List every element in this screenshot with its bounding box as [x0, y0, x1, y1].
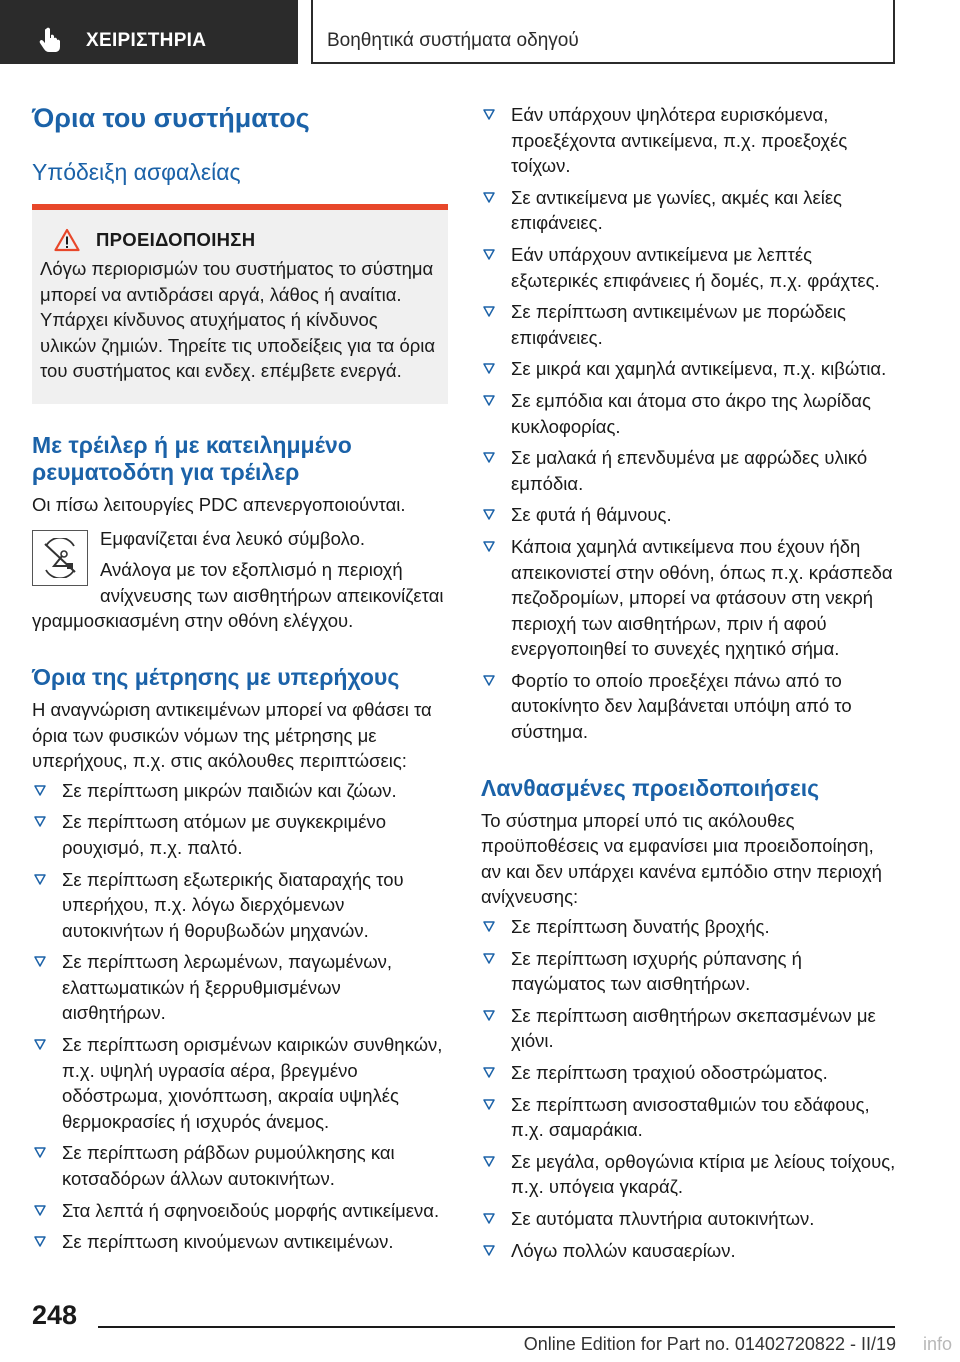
- trailer-heading: Με τρέιλερ ή με κατειλημμένο ρευματοδότη για τρέιλερ: [32, 431, 352, 485]
- triangle-bullet-icon: [483, 1213, 495, 1225]
- ultrasonic-heading: Όρια της μέτρησης με υπερήχους: [32, 663, 400, 690]
- list-item: Εάν υπάρχουν ψηλότερα ευρισκόμενα, προεξέχοντα αντικείμενα, π.χ. προεξοχές τοίχων.: [481, 102, 897, 179]
- section-tab[interactable]: [0, 0, 298, 64]
- list-item: Σε εμπόδια και άτομα στο άκρο της λωρίδας κυκλοφορίας.: [481, 388, 897, 439]
- triangle-bullet-icon: [483, 509, 495, 521]
- watermark-text: info: [922, 1334, 952, 1354]
- triangle-bullet-icon: [483, 953, 495, 965]
- triangle-bullet-icon: [34, 785, 46, 797]
- limits-list-continued: [481, 102, 897, 745]
- triangle-bullet-icon: [34, 816, 46, 828]
- breadcrumb-label: Βοηθητικά συστήματα οδηγού: [327, 30, 579, 51]
- triangle-bullet-icon: [483, 1067, 495, 1079]
- triangle-bullet-icon: [483, 541, 495, 553]
- list-item: Σε αντικείμενα με γωνίες, ακμές και λείες επιφάνειες.: [481, 185, 897, 236]
- list-item: Σε περίπτωση αισθητήρων σκεπασμένων με χιόνι.: [481, 1003, 897, 1054]
- triangle-bullet-icon: [483, 921, 495, 933]
- list-item: Σε περίπτωση ατόμων με συγκεκριμένο ρουχισμό, π.χ. παλτό.: [32, 809, 448, 860]
- list-item: Σε περίπτωση ράβδων ρυμούλκησης και κοτσαδόρων άλλων αυτοκινήτων.: [32, 1140, 448, 1191]
- safety-subtitle: Υπόδειξη ασφαλείας: [32, 159, 241, 185]
- warning-text: Λόγω περιορισμών του συστήματος το σύστημα μπορεί να αντιδράσει αργά, λάθος ή αναίτια. Υπάρχει κίνδυνος ατυχήματος ή κίνδυνος υλικών ζημιών. Τηρείτε τις υποδείξεις για τα όρια του συστήματος και ενδεχ. επέμβετε ενεργά.: [40, 258, 436, 382]
- list-item: Σε περίπτωση ορισμένων καιρικών συνθηκών, π.χ. υψηλή υγρασία αέρα, βρεγμένο οδόστρωμα, χιονόπτωση, ακραία υψηλές θερμοκρασίες ή ισχυρός άνεμος.: [32, 1032, 448, 1134]
- triangle-bullet-icon: [483, 249, 495, 261]
- trailer-paragraph-3: Ανάλογα με τον εξοπλισμό η περιοχή ανίχνευσης των αισθητήρων απεικονίζεται γραμμοσκιασμένη στην οθόνη ελέγχου.: [32, 559, 444, 632]
- triangle-bullet-icon: [483, 675, 495, 687]
- triangle-bullet-icon: [34, 1236, 46, 1248]
- triangle-bullet-icon: [483, 1010, 495, 1022]
- list-item: Κάποια χαμηλά αντικείμενα που έχουν ήδη απεικονιστεί στην οθόνη, όπως π.χ. κράσπεδα πεζοδρομίων, μπορεί να φτάσουν στη νεκρή περιοχή των αισθητήρων, πριν ή αφού ενεργοποιηθεί το συνεχές ηχητικό σήμα.: [481, 534, 897, 662]
- triangle-bullet-icon: [483, 1156, 495, 1168]
- list-item: Σε μαλακά ή επενδυμένα με αφρώδες υλικό εμπόδια.: [481, 445, 897, 496]
- warning-box: [32, 204, 448, 404]
- list-item: Σε αυτόματα πλυντήρια αυτοκινήτων.: [481, 1206, 897, 1232]
- triangle-bullet-icon: [34, 874, 46, 886]
- list-item: Σε περίπτωση δυνατής βροχής.: [481, 914, 897, 940]
- list-item: Σε περίπτωση αντικειμένων με πορώδεις επιφάνειες.: [481, 299, 897, 350]
- list-item: Σε περίπτωση κινούμενων αντικειμένων.: [32, 1229, 448, 1255]
- false-warnings-list: [481, 914, 897, 1263]
- list-item: Σε φυτά ή θάμνους.: [481, 502, 897, 528]
- triangle-bullet-icon: [483, 109, 495, 121]
- warning-triangle-icon: [54, 228, 80, 252]
- breadcrumb: [311, 0, 895, 64]
- left-column: [32, 100, 448, 1261]
- false-warnings-heading: Λανθασμένες προειδοποιήσεις: [481, 774, 820, 801]
- triangle-bullet-icon: [483, 395, 495, 407]
- list-item: Σε περίπτωση ανισοσταθμιών του εδάφους, π.χ. σαμαράκια.: [481, 1092, 897, 1143]
- warning-title: ΠΡΟΕΙΔΟΠΟΙΗΣΗ: [96, 229, 256, 250]
- list-item: Λόγω πολλών καυσαερίων.: [481, 1238, 897, 1264]
- edition-text: Online Edition for Part no. 01402720822 - II/19: [523, 1334, 896, 1354]
- trailer-symbol-icon: [32, 530, 88, 586]
- trailer-symbol-block: [32, 526, 448, 634]
- triangle-bullet-icon: [34, 1147, 46, 1159]
- footer-divider: [98, 1326, 895, 1328]
- list-item: Σε περίπτωση τραχιού οδοστρώματος.: [481, 1060, 897, 1086]
- list-item: Σε περίπτωση ισχυρής ρύπανσης ή παγώματος των αισθητήρων.: [481, 946, 897, 997]
- list-item: Στα λεπτά ή σφηνοειδούς μορφής αντικείμενα.: [32, 1198, 448, 1224]
- triangle-bullet-icon: [483, 306, 495, 318]
- triangle-bullet-icon: [34, 1039, 46, 1051]
- triangle-bullet-icon: [483, 363, 495, 375]
- list-item: Σε περίπτωση εξωτερικής διαταραχής του υπερήχου, π.χ. λόγω διερχόμενων αυτοκινήτων ή θορυβωδών μηχανών.: [32, 867, 448, 944]
- list-item: Φορτίο το οποίο προεξέχει πάνω από το αυτοκίνητο δεν λαμβάνεται υπόψη από το σύστημα.: [481, 668, 897, 745]
- triangle-bullet-icon: [483, 1245, 495, 1257]
- triangle-bullet-icon: [483, 452, 495, 464]
- ultrasonic-list: [32, 778, 448, 1255]
- section-tab-label: ΧΕΙΡΙΣΤΗΡΙΑ: [86, 30, 207, 51]
- right-column: [481, 102, 897, 1269]
- triangle-bullet-icon: [34, 1205, 46, 1217]
- triangle-bullet-icon: [483, 192, 495, 204]
- false-warnings-intro: Το σύστημα μπορεί υπό τις ακόλουθες προϋποθέσεις να εμφανίσει μια προειδοποίηση, αν και δεν υπάρχει κανένα εμπόδιο στην περιοχή ανίχνευσης:: [481, 809, 882, 908]
- page-number: 248: [32, 1300, 78, 1330]
- list-item: Σε περίπτωση μικρών παιδιών και ζώων.: [32, 778, 448, 804]
- list-item: Σε περίπτωση λερωμένων, παγωμένων, ελαττωματικών ή ξερρυθμισμένων αισθητήρων.: [32, 949, 448, 1026]
- trailer-paragraph-2: Εμφανίζεται ένα λευκό σύμβολο.: [100, 527, 366, 549]
- list-item: Εάν υπάρχουν αντικείμενα με λεπτές εξωτερικές επιφάνειες ή δομές, π.χ. φράχτες.: [481, 242, 897, 293]
- triangle-bullet-icon: [34, 956, 46, 968]
- ultrasonic-intro: Η αναγνώριση αντικειμένων μπορεί να φθάσει τα όρια των φυσικών νόμων της μέτρησης με υπερήχους, π.χ. στις ακόλουθες περιπτώσεις:: [32, 698, 432, 772]
- trailer-paragraph-1: Οι πίσω λειτουργίες PDC απενεργοποιούνται.: [32, 493, 406, 515]
- page-title: Όρια του συστήματος: [32, 103, 310, 133]
- triangle-bullet-icon: [483, 1099, 495, 1111]
- list-item: Σε μικρά και χαμηλά αντικείμενα, π.χ. κιβώτια.: [481, 356, 897, 382]
- hand-pointer-icon: [38, 26, 64, 52]
- list-item: Σε μεγάλα, ορθογώνια κτίρια με λείους τοίχους, π.χ. υπόγεια γκαράζ.: [481, 1149, 897, 1200]
